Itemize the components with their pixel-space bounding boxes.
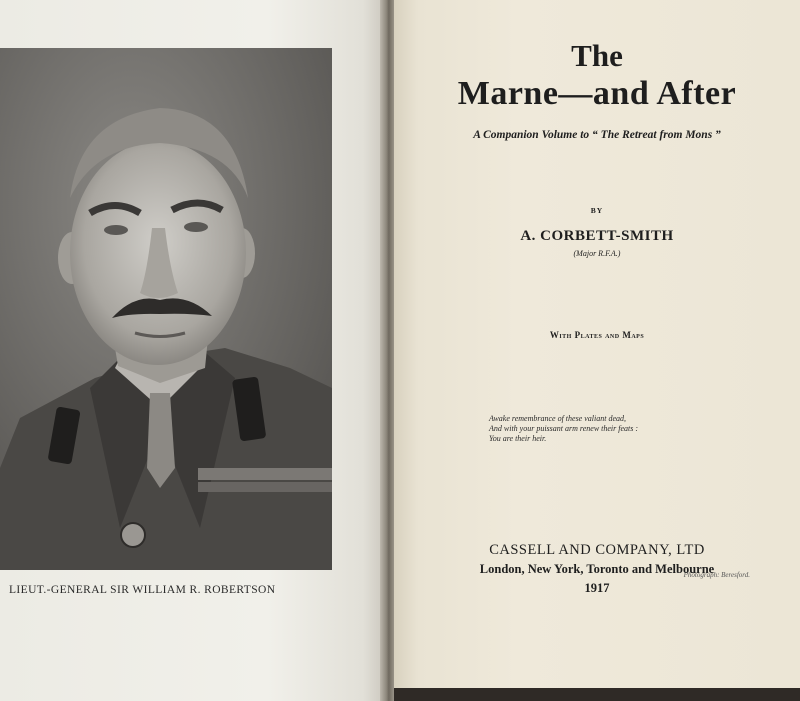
epigraph-line: And with your puissant arm renew their feats : [489, 424, 639, 433]
photo-credit: Photograph: Beresford. [683, 571, 750, 579]
author-name: A. CORBETT-SMITH [520, 228, 674, 244]
page-edge [394, 688, 800, 701]
portrait-photo [0, 48, 332, 570]
plates-note: With Plates and Maps [549, 330, 645, 340]
title-line-1: The [571, 38, 623, 73]
publisher-name: CASSELL AND COMPANY, LTD [489, 542, 705, 558]
epigraph-line: You are their heir. [489, 434, 547, 443]
publisher-cities: London, New York, Toronto and Melbourne [479, 562, 715, 576]
author-rank: (Major R.F.A.) [573, 249, 621, 258]
portrait-caption: LIEUT.-GENERAL SIR WILLIAM R. ROBERTSON [9, 584, 276, 596]
portrait-illustration [0, 48, 332, 570]
epigraph [489, 414, 638, 444]
subtitle: A Companion Volume to “ The Retreat from Mons ” [473, 129, 721, 141]
publication-year: 1917 [584, 581, 610, 595]
by-label: BY [590, 206, 604, 215]
epigraph-line: Awake remembrance of these valiant dead, [489, 414, 626, 423]
title-line-2: Marne—and After [457, 75, 737, 112]
